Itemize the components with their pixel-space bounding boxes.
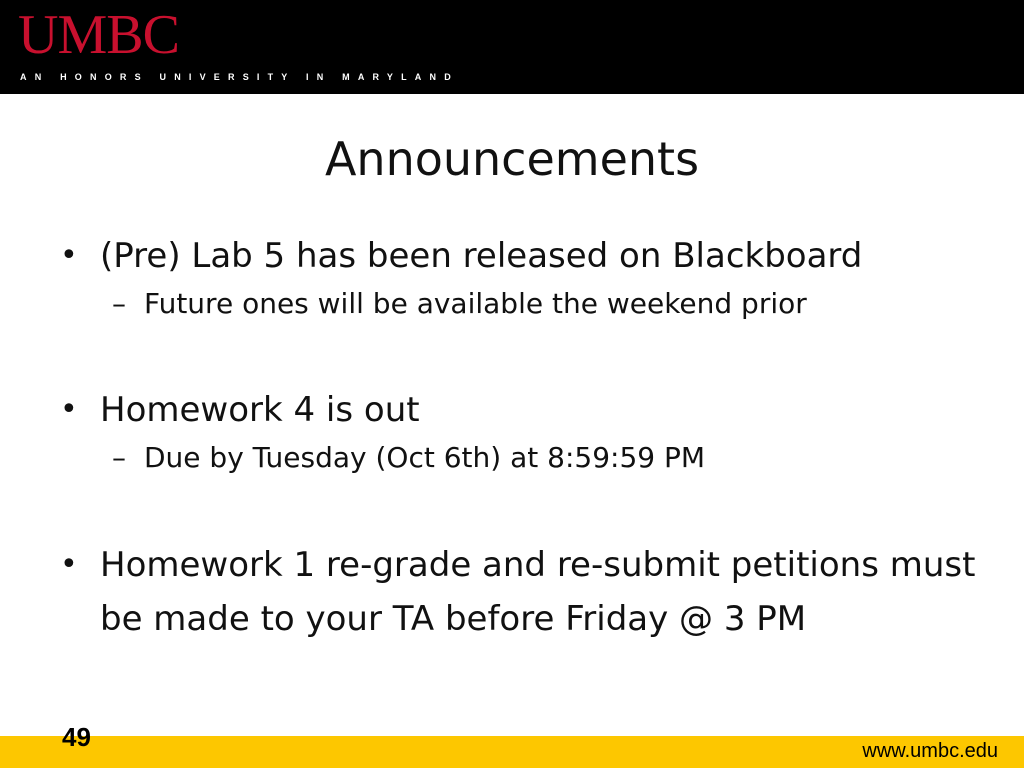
sub-bullet-item [56, 282, 996, 326]
sub-bullet-text: Due by Tuesday (Oct 6th) at 8:59:59 PM [144, 441, 706, 474]
umbc-logo: UMBC [18, 4, 179, 66]
bullet-item [56, 538, 996, 646]
website-link[interactable]: www.umbc.edu [862, 740, 998, 762]
sub-bullet-item [56, 436, 996, 480]
bullet-item [56, 384, 996, 436]
bullet-dot-icon: • [60, 392, 78, 427]
slide-content [56, 230, 996, 646]
slide-title: Announcements [324, 132, 700, 186]
bullet-text: (Pre) Lab 5 has been released on Blackboard [100, 236, 863, 276]
bullet-item [56, 230, 996, 282]
header-bar [0, 0, 1024, 94]
bullet-dot-icon: • [60, 238, 78, 273]
dash-icon: – [112, 287, 126, 320]
university-tagline: AN HONORS UNIVERSITY IN MARYLAND [20, 72, 459, 82]
page-number: 49 [62, 722, 91, 752]
bullet-text: Homework 1 re-grade and re-submit petitions must be made to your TA before Friday @ 3 PM [100, 545, 976, 639]
sub-bullet-text: Future ones will be available the weekend prior [144, 287, 807, 320]
bullet-text: Homework 4 is out [100, 390, 420, 430]
dash-icon: – [112, 441, 126, 474]
bullet-dot-icon: • [60, 547, 78, 582]
